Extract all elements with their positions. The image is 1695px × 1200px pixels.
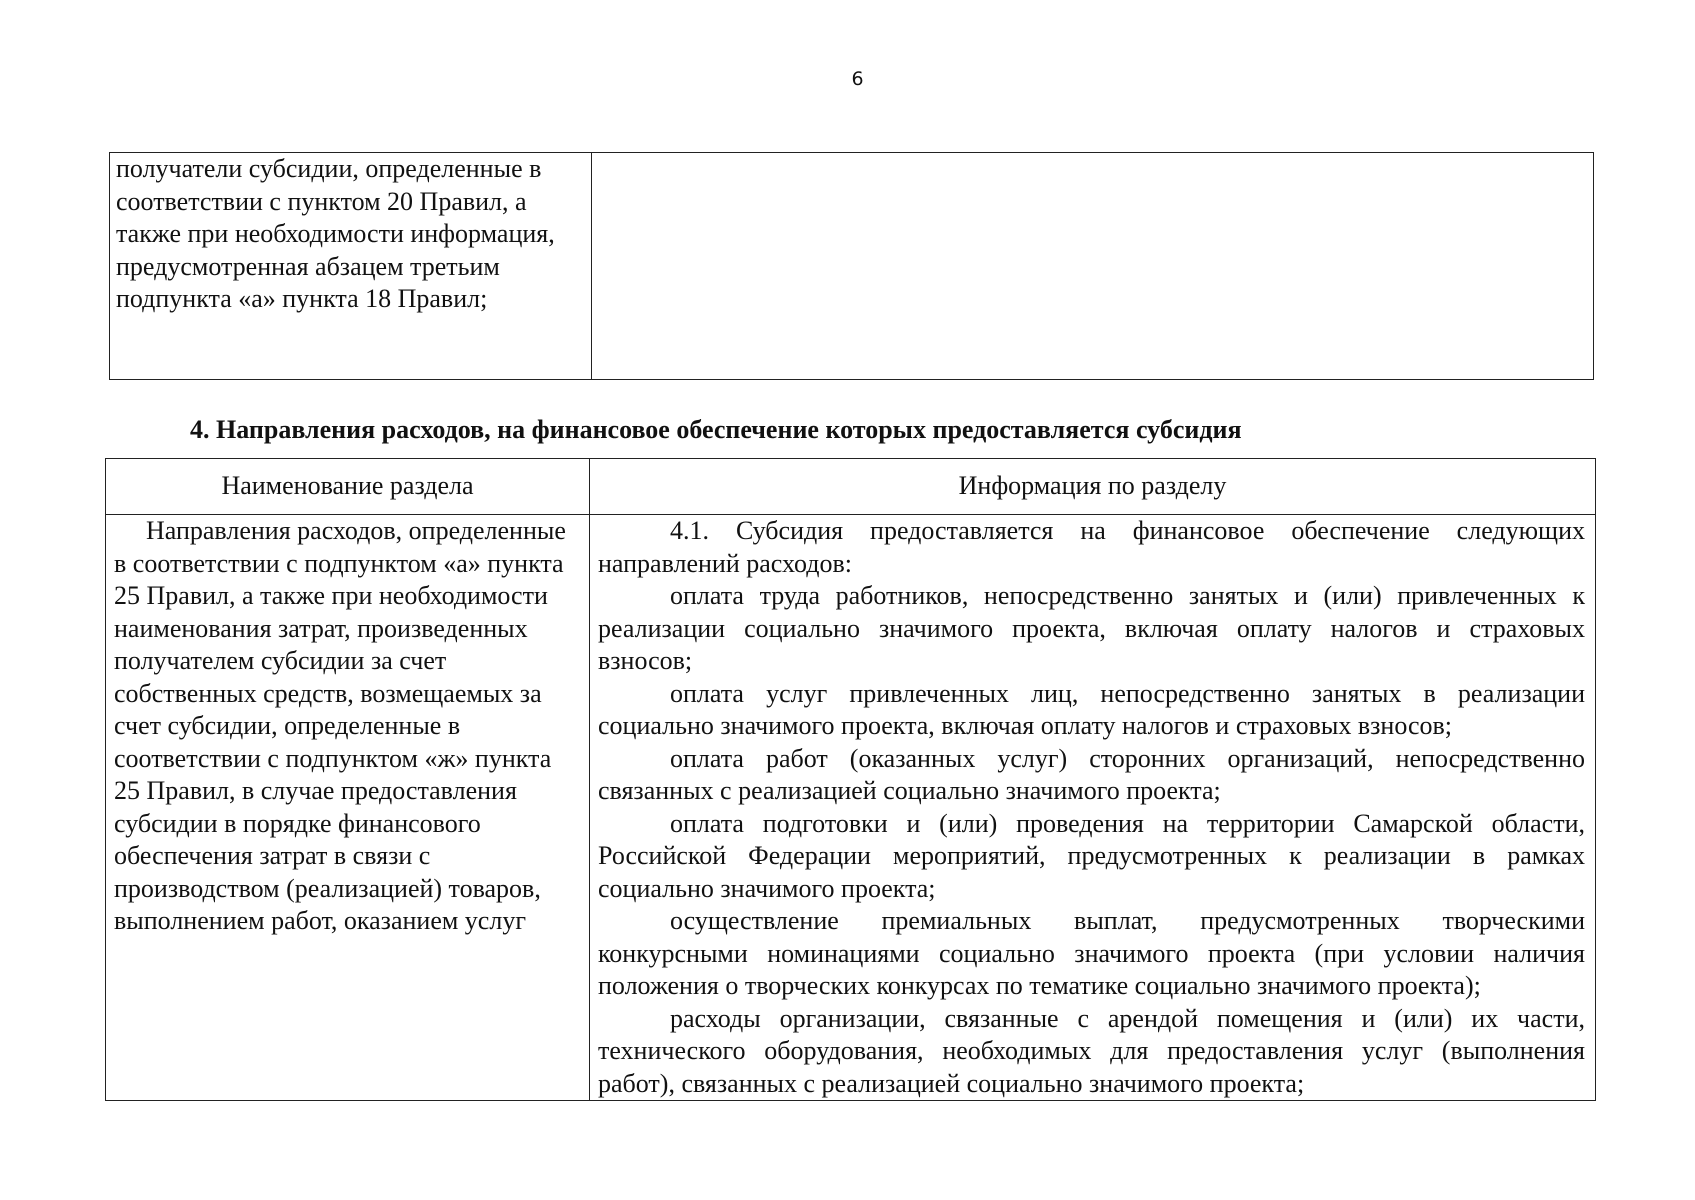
paragraph: оплата услуг привлеченных лиц, непосредственно занятых в реализации социально значимого проекта, включая оплату налогов и страховых взносов; [598, 678, 1585, 740]
paragraph: оплата работ (оказанных услуг) сторонних организаций, непосредственно связанных с реализацией социально значимого проекта; [598, 743, 1585, 805]
column-header-section-name: Наименование раздела [106, 459, 590, 515]
table-row [106, 515, 1596, 1101]
section-name-cell: Направления расходов, определенные в соответствии с подпунктом «а» пункта 25 Правил, а также при необходимости наименования затрат, произведенных получателем субсидии за счет собственных средств, возмещаемых за счет субсидии, определенные в соответствии с подпунктом «ж» пункта 25 Правил, в случае предоставления субсидии в порядке финансового обеспечения затрат в связи с производством (реализацией) товаров, выполнением работ, оказанием услуг [106, 515, 590, 1101]
table-header-row [106, 459, 1596, 515]
recipients-info-cell [592, 153, 1594, 380]
page-number: 6 [851, 68, 864, 90]
recipients-cell: получатели субсидии, определенные в соответствии с пунктом 20 Правил, а также при необходимости информация, предусмотренная абзацем третьим подпункта «а» пункта 18 Правил; [110, 153, 592, 380]
expense-directions-table [105, 458, 1596, 1101]
paragraph: осуществление премиальных выплат, предусмотренных творческими конкурсными номинациями социально значимого проекта (при условии наличия положения о творческих конкурсах по тематике социально значимого проекта); [598, 906, 1585, 1000]
paragraph: 4.1. Субсидия предоставляется на финансовое обеспечение следующих направлений расходов: [598, 516, 1585, 578]
paragraph: расходы организации, связанные с арендой помещения и (или) их части, технического оборудования, необходимых для предоставления услуг (выполнения работ), связанных с реализацией социально значимого проекта; [598, 1003, 1585, 1098]
top-table [109, 152, 1594, 380]
column-header-section-info: Информация по разделу [590, 459, 1596, 515]
paragraph: оплата подготовки и (или) проведения на территории Самарской области, Российской Федерации мероприятий, предусмотренных к реализации в рамках социально значимого проекта; [598, 808, 1585, 903]
table-row [110, 153, 1594, 380]
paragraph: оплата труда работников, непосредственно занятых и (или) привлеченных к реализации социально значимого проекта, включая оплату налогов и страховых взносов; [598, 581, 1585, 675]
section-heading: 4. Направления расходов, на финансовое обеспечение которых предоставляется субсидия [190, 415, 1242, 444]
section-info-cell [590, 515, 1596, 1101]
